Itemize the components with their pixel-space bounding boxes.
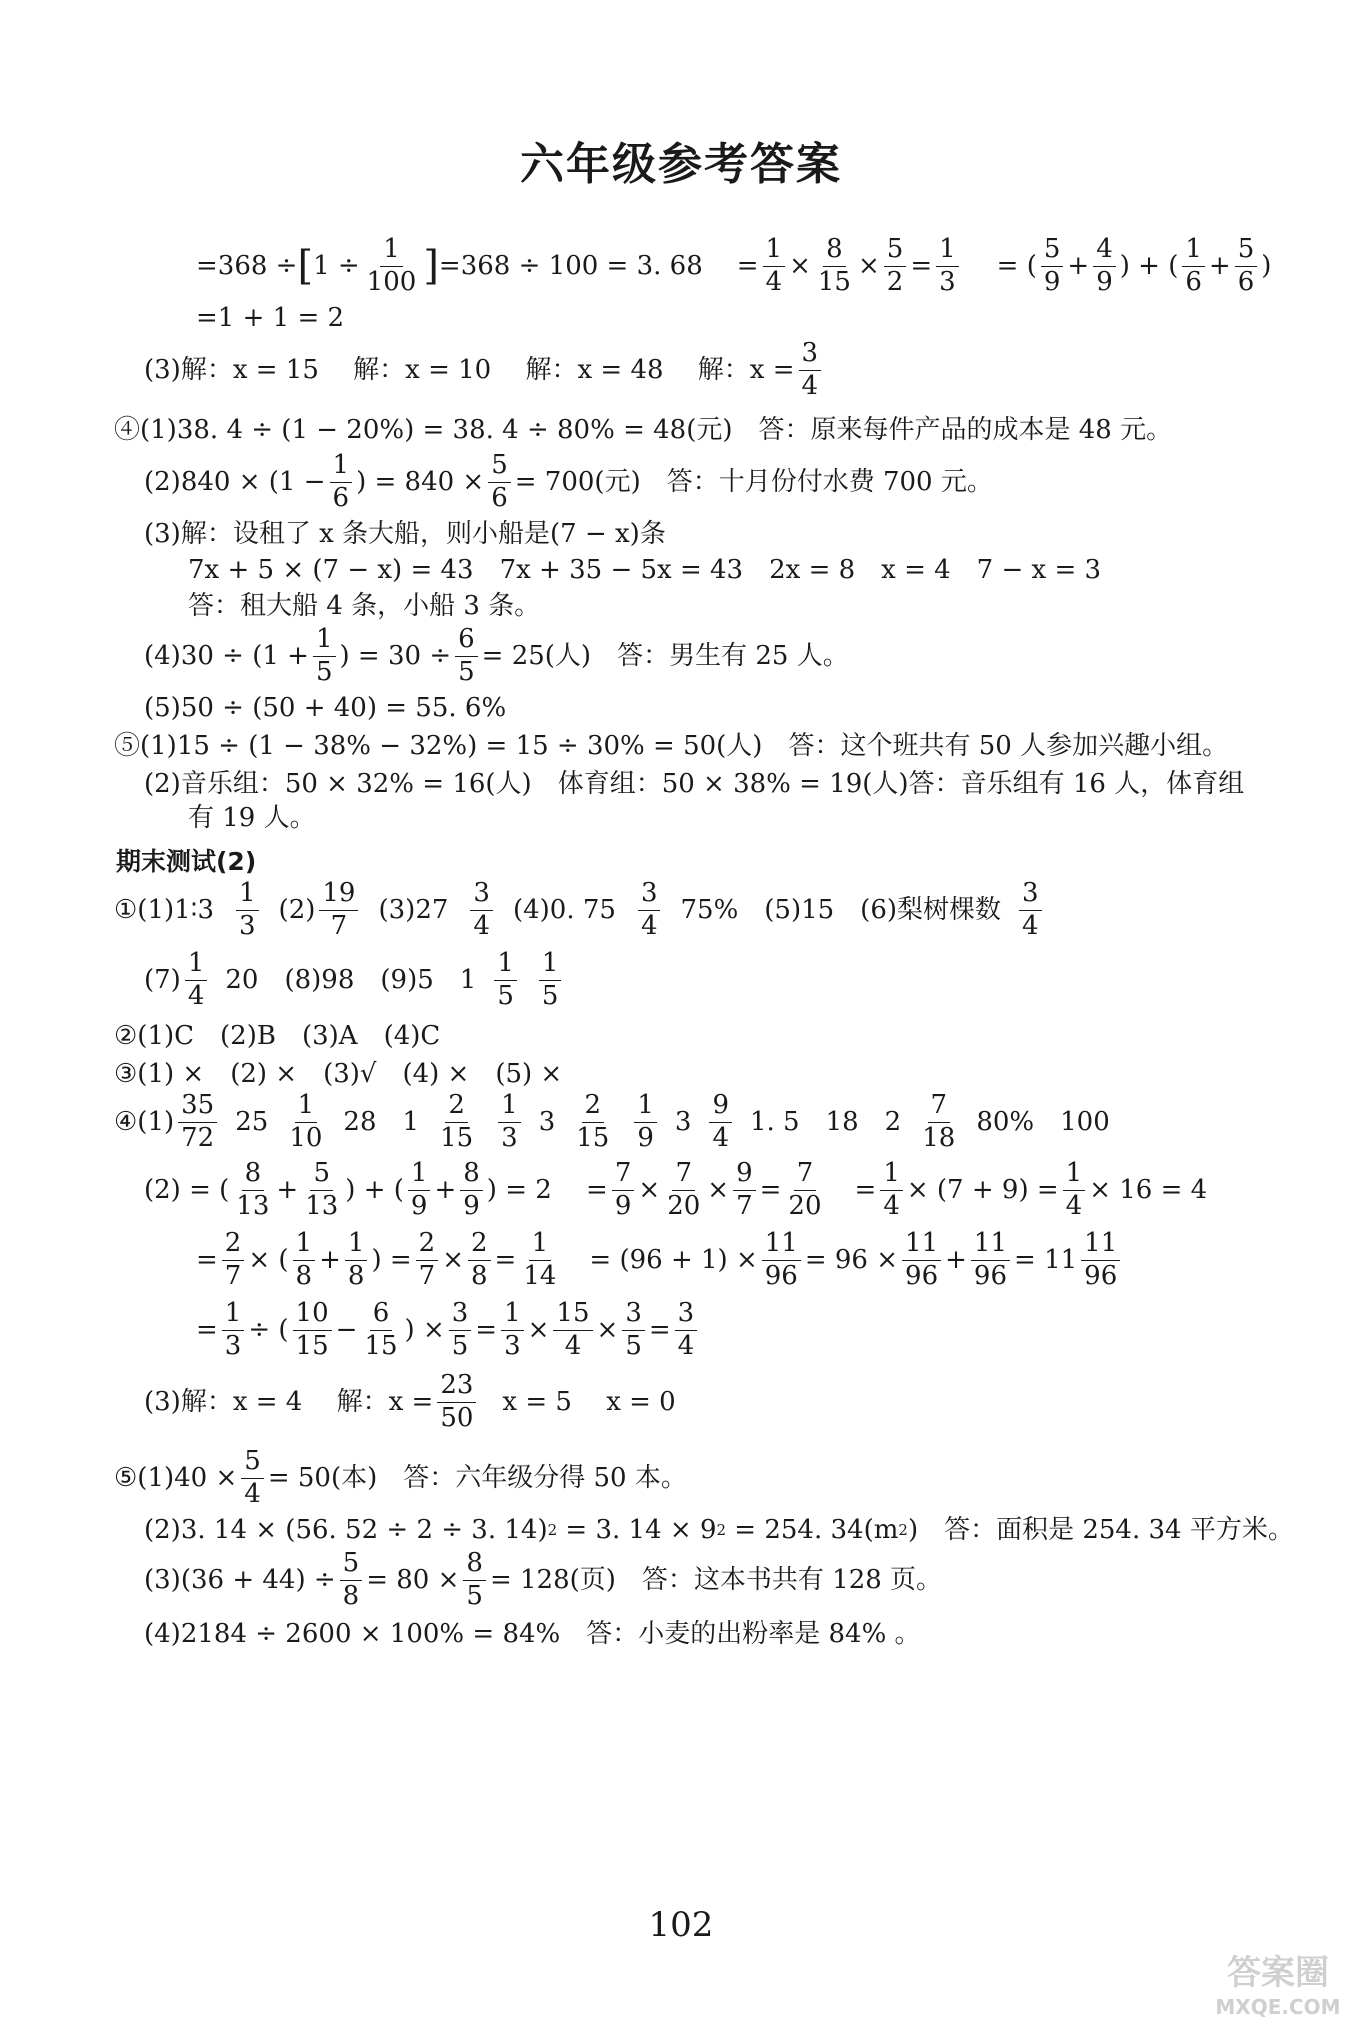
fraction: $\frac{11}{96}$ — [902, 1230, 941, 1290]
fraction: $\frac{1}{5}$ — [313, 626, 336, 686]
answer-line: 答：租大船 4 条，小船 3 条。 — [188, 591, 541, 621]
answer-line — [196, 1230, 1124, 1290]
expr-text: = — [828, 1175, 877, 1205]
fraction: $\frac{3}{5}$ — [449, 1300, 472, 1360]
expr-text: + — [319, 1245, 341, 1275]
expr-text: x = 5 x = 0 — [502, 1387, 676, 1417]
fraction: $\frac{5}{8}$ — [340, 1550, 363, 1610]
fraction: $\frac{1}{6}$ — [330, 452, 353, 512]
answer-line — [144, 340, 825, 400]
fraction: $\frac{11}{96}$ — [762, 1230, 801, 1290]
expr-text: ) — [1261, 251, 1272, 281]
fraction: $\frac{9}{4}$ — [709, 1092, 732, 1152]
expr-text: (3)27 — [378, 895, 449, 925]
fraction: $\frac{1}{4}$ — [1063, 1160, 1086, 1220]
expr-text: =368 ÷ 100 = 3. 68 — [438, 251, 703, 281]
fraction: $\frac{1}{10}$ — [289, 1090, 323, 1153]
expr-text: ) × — [404, 1315, 445, 1345]
expr-text: = — [736, 251, 759, 281]
answer-line: 7x + 5 × (7 − x) = 43 7x + 35 − 5x = 43 2x = 8 x = 4 7 − x = 3 — [188, 555, 1102, 585]
expr-text: × — [638, 1175, 661, 1205]
expr-text: = 96 × — [804, 1245, 899, 1275]
expr-text: × — [527, 1315, 550, 1345]
page-title: 六年级参考答案 — [520, 139, 842, 190]
fraction: $\frac{4}{9}$ — [1093, 236, 1116, 296]
fraction: $\frac{1}{3}$ — [498, 1092, 521, 1152]
fraction: $\frac{6}{15}$ — [364, 1298, 398, 1361]
expr-text: + — [276, 1175, 299, 1205]
answer-line: (4)2184 ÷ 2600 × 100% = 84% 答：小麦的出粉率是 84% 。 — [144, 1619, 921, 1649]
fraction: $\frac{1}{5}$ — [539, 950, 562, 1010]
fraction: $\frac{3}{4}$ — [675, 1300, 698, 1360]
expr-text: = (96 + 1) × — [563, 1245, 758, 1275]
fraction: $\frac{7}{20}$ — [667, 1158, 701, 1221]
answer-line — [114, 1092, 1110, 1152]
answer-line: 有 19 人。 — [188, 803, 316, 833]
superscript: 2 — [716, 1520, 727, 1539]
fraction: $\frac{1}{4}$ — [880, 1160, 903, 1220]
expr-text: =368 ÷ — [196, 251, 298, 281]
expr-text: × 16 = 4 — [1089, 1175, 1208, 1205]
expr-text: × — [707, 1175, 730, 1205]
expr-text: ) 答：面积是 254. 34 平方米。 — [907, 1515, 1294, 1545]
fraction: $\frac{7}{9}$ — [612, 1160, 635, 1220]
expr-text: ) + ( — [345, 1175, 404, 1205]
fraction: $\frac{5}{2}$ — [884, 236, 907, 296]
answer-line — [196, 1300, 701, 1360]
answer-line — [144, 452, 993, 512]
fraction: $\frac{1}{3}$ — [936, 236, 959, 296]
expr-text: = 3. 14 × 9 — [557, 1515, 717, 1545]
fraction: $\frac{3}{4}$ — [799, 340, 822, 400]
answer-line — [114, 1448, 687, 1508]
fraction: $\frac{1}{6}$ — [1182, 236, 1205, 296]
fraction: $\frac{7}{20}$ — [788, 1158, 822, 1221]
answer-line — [144, 1160, 1207, 1220]
expr-text: = — [759, 1175, 782, 1205]
fraction: $\frac{2}{15}$ — [576, 1090, 610, 1153]
expr-text: = — [196, 1245, 218, 1275]
bracket: ] — [423, 243, 439, 289]
fraction: $\frac{1}{100}$ — [366, 234, 417, 297]
answer-line: (3)解：设租了 x 条大船，则小船是(7 − x)条 — [144, 519, 666, 549]
expr-text: × (7 + 9) = — [906, 1175, 1059, 1205]
fraction: $\frac{1}{3}$ — [501, 1300, 524, 1360]
answer-line — [144, 950, 565, 1010]
expr-text: ⑤(1)40 × — [114, 1463, 238, 1493]
fraction: $\frac{7}{18}$ — [922, 1090, 956, 1153]
fraction: $\frac{8}{5}$ — [463, 1550, 486, 1610]
fraction: $\frac{2}{15}$ — [440, 1090, 474, 1153]
answer-line: ⑤(1)15 ÷ (1 − 38% − 32%) = 15 ÷ 30% = 50(人) 答：这个班共有 50 人参加兴趣小组。 — [114, 731, 1229, 761]
expr-text: (2) — [278, 895, 316, 925]
superscript: 2 — [547, 1520, 558, 1539]
expr-text: 1 ÷ — [313, 251, 360, 281]
expr-text: + — [1208, 251, 1231, 281]
answer-line — [144, 1372, 676, 1432]
fraction: $\frac{5}{13}$ — [305, 1158, 339, 1221]
fraction: $\frac{3}{5}$ — [622, 1300, 645, 1360]
expr-text: 75% (5)15 (6)梨树棵数 — [680, 895, 1002, 925]
expr-text: ) = 2 = — [486, 1175, 608, 1205]
fraction: $\frac{9}{7}$ — [733, 1160, 756, 1220]
fraction: $\frac{11}{96}$ — [971, 1230, 1010, 1290]
expr-text: × — [596, 1315, 619, 1345]
expr-text: = — [648, 1315, 671, 1345]
expr-text: = 700(元) 答：十月份付水费 700 元。 — [514, 467, 993, 497]
fraction: $\frac{8}{9}$ — [460, 1160, 483, 1220]
expr-text: ÷ ( — [248, 1315, 289, 1345]
expr-text: ①(1)1∶3 — [114, 895, 214, 925]
section-title: 期末测试(2) — [116, 847, 257, 876]
fraction: $\frac{15}{4}$ — [553, 1300, 592, 1360]
fraction: $\frac{1}{14}$ — [523, 1228, 557, 1291]
expr-text: = — [910, 251, 933, 281]
fraction: $\frac{3}{4}$ — [470, 880, 493, 940]
fraction: $\frac{6}{5}$ — [455, 626, 478, 686]
fraction: $\frac{8}{13}$ — [236, 1158, 270, 1221]
expr-text: = 128(页) 答：这本书共有 128 页。 — [489, 1565, 943, 1595]
expr-text: (2)3. 14 × (56. 52 ÷ 2 ÷ 3. 14) — [144, 1515, 548, 1545]
fraction: $\frac{1}{3}$ — [236, 880, 259, 940]
expr-text: (3)解：x = 4 解：x = — [144, 1387, 434, 1417]
expr-text: 3 — [538, 1107, 556, 1137]
expr-text: = — [494, 1245, 517, 1275]
fraction: $\frac{1}{8}$ — [293, 1230, 316, 1290]
watermark-url: MXQE.COM — [1215, 1995, 1341, 2019]
expr-text: + — [1067, 251, 1090, 281]
fraction: $\frac{10}{15}$ — [293, 1300, 332, 1360]
fraction: $\frac{5}{4}$ — [241, 1448, 264, 1508]
expr-text: 1. 5 18 2 — [749, 1107, 902, 1137]
watermark-logo — [1198, 1942, 1358, 2022]
fraction: $\frac{3}{4}$ — [638, 880, 661, 940]
answer-line: =1 + 1 = 2 — [196, 303, 345, 333]
answer-line: (5)50 ÷ (50 + 40) = 55. 6% — [144, 693, 507, 723]
expr-text: = — [475, 1315, 498, 1345]
answer-line: ②(1)C (2)B (3)A (4)C — [114, 1021, 441, 1051]
fraction: $\frac{23}{50}$ — [437, 1372, 476, 1432]
answer-line: (2)音乐组：50 × 32% = 16(人) 体育组：50 × 38% = 19(人)答：音乐组有 16 人，体育组 — [144, 769, 1245, 799]
superscript: 2 — [898, 1520, 908, 1539]
expr-text: 3 — [674, 1107, 692, 1137]
expr-text: = — [196, 1315, 218, 1345]
fraction: $\frac{3}{4}$ — [1019, 880, 1042, 940]
fraction: $\frac{1}{3}$ — [222, 1300, 245, 1360]
expr-text: = 11 — [1014, 1245, 1078, 1275]
answer-line — [196, 236, 1271, 296]
expr-text: × ( — [248, 1245, 289, 1275]
fraction: $\frac{1}{4}$ — [763, 236, 786, 296]
bracket: [ — [297, 243, 314, 289]
expr-text: (3)解：x = 15 解：x = 10 解：x = 48 解：x = — [144, 355, 795, 385]
expr-text: ) = — [371, 1245, 412, 1275]
fraction: $\frac{19}{7}$ — [319, 880, 358, 940]
answer-line — [144, 626, 849, 686]
expr-text: ) = 30 ÷ — [339, 641, 452, 671]
expr-text: 80% 100 — [976, 1107, 1110, 1137]
expr-text: (2)840 × (1 − — [144, 467, 326, 497]
fraction: $\frac{2}{8}$ — [468, 1230, 491, 1290]
expr-text: − — [335, 1315, 358, 1345]
expr-text: + — [434, 1175, 457, 1205]
expr-text: (2) = ( — [144, 1175, 230, 1205]
fraction: $\frac{11}{96}$ — [1081, 1230, 1120, 1290]
expr-text: (7) — [144, 965, 181, 995]
fraction: $\frac{8}{15}$ — [817, 234, 851, 297]
expr-text: × — [789, 251, 811, 281]
fraction: $\frac{1}{9}$ — [408, 1160, 431, 1220]
fraction: $\frac{1}{8}$ — [345, 1230, 368, 1290]
expr-text: 28 1 — [343, 1107, 420, 1137]
fraction: $\frac{2}{7}$ — [416, 1230, 439, 1290]
answer-line: ④(1)38. 4 ÷ (1 − 20%) = 38. 4 ÷ 80% = 48(元) 答：原来每件产品的成本是 48 元。 — [114, 415, 1173, 445]
expr-text: × — [857, 251, 880, 281]
expr-text: 20 (8)98 (9)5 1 — [225, 965, 477, 995]
fraction: $\frac{5}{9}$ — [1041, 236, 1064, 296]
expr-text: (4)0. 75 — [512, 895, 616, 925]
fraction: $\frac{5}{6}$ — [488, 452, 511, 512]
answer-line — [144, 1550, 942, 1610]
fraction: $\frac{1}{9}$ — [634, 1092, 657, 1152]
expr-text: ) + ( — [1119, 251, 1179, 281]
fraction: $\frac{1}{4}$ — [185, 950, 208, 1010]
fraction: $\frac{5}{6}$ — [1235, 236, 1258, 296]
answer-line: ③(1) × (2) × (3)√ (4) × (5) × — [114, 1059, 563, 1089]
expr-text: (3)(36 + 44) ÷ — [144, 1565, 336, 1595]
expr-text: (4)30 ÷ (1 + — [144, 641, 309, 671]
fraction: $\frac{2}{7}$ — [222, 1230, 245, 1290]
page-number: 102 — [648, 1905, 714, 1945]
fraction: $\frac{35}{72}$ — [178, 1092, 217, 1152]
expr-text: + — [945, 1245, 967, 1275]
fraction: $\frac{1}{5}$ — [494, 950, 517, 1010]
answer-line — [114, 880, 1046, 940]
expr-text: = ( — [996, 251, 1037, 281]
expr-text: × — [442, 1245, 464, 1275]
watermark-text: 答案圈 — [1227, 1953, 1329, 1993]
expr-text: ) = 840 × — [356, 467, 485, 497]
expr-text: = 25(人) 答：男生有 25 人。 — [481, 641, 849, 671]
expr-text: ④(1) — [114, 1107, 175, 1137]
expr-text: 25 — [235, 1107, 269, 1137]
expr-text: = 254. 34(m — [726, 1515, 899, 1545]
expr-text: = 80 × — [366, 1565, 460, 1595]
expr-text: = 50(本) 答：六年级分得 50 本。 — [267, 1463, 687, 1493]
